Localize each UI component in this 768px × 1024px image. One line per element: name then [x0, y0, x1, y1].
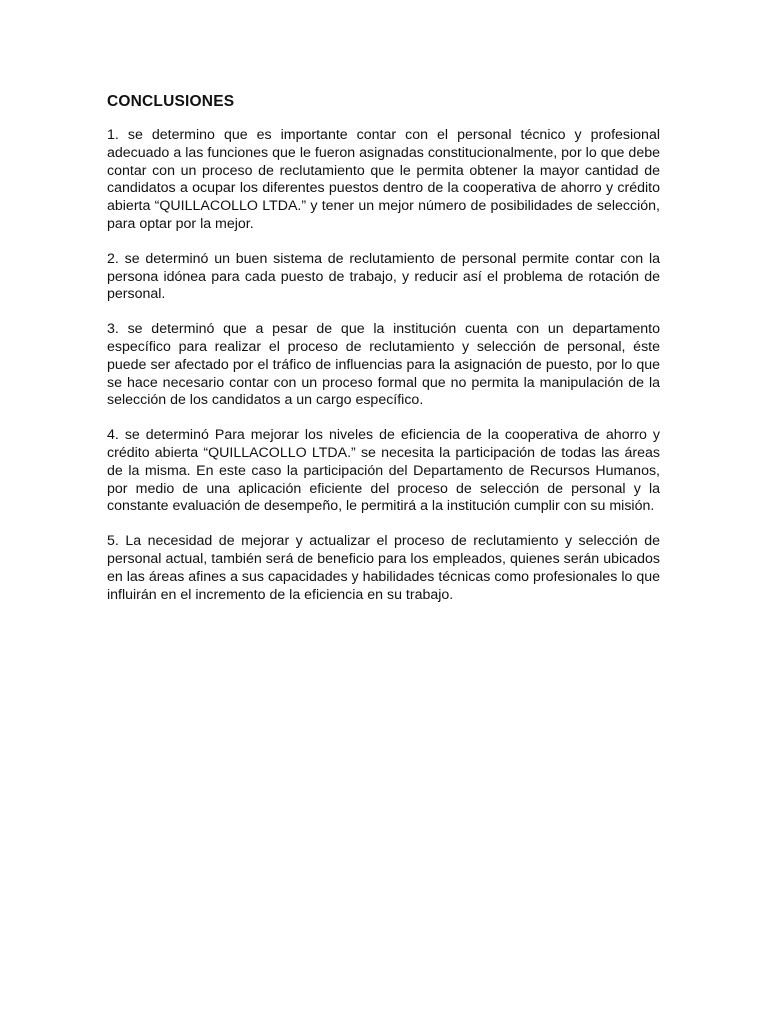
- document-title: CONCLUSIONES: [107, 93, 235, 110]
- conclusion-paragraph-5: 5. La necesidad de mejorar y actualizar el proceso de reclutamiento y selección de personal actual, también será de beneficio para los empleados, quienes serán ubicados en las áreas afines a sus capacidades y habilidades técnicas como profesionales lo que influirán en el incremento de la eficiencia en su trabajo.: [107, 533, 660, 603]
- conclusion-paragraph-4: 4. se determinó Para mejorar los niveles de eficiencia de la cooperativa de ahorro y crédito abierta “QUILLACOLLO LTDA.” se necesita la participación de todas las áreas de la misma. En este caso la participación del Departamento de Recursos Humanos, por medio de una aplicación eficiente del proceso de selección de personal y la constante evaluación de desempeño, le permitirá a la institución cumplir con su misión.: [107, 427, 660, 515]
- conclusion-paragraph-2: 2. se determinó un buen sistema de reclutamiento de personal permite contar con la persona idónea para cada puesto de trabajo, y reducir así el problema de rotación de personal.: [107, 250, 660, 303]
- document-body: [107, 93, 660, 621]
- conclusion-paragraph-1: 1. se determino que es importante contar con el personal técnico y profesional adecuado a las funciones que le fueron asignadas constitucionalmente, por lo que debe contar con un proceso de reclutamiento que le permita obtener la mayor cantidad de candidatos a ocupar los diferentes puestos dentro de la cooperativa de ahorro y crédito abierta “QUILLACOLLO LTDA.” y tener un mejor número de posibilidades de selección, para optar por la mejor.: [107, 127, 660, 232]
- conclusion-paragraph-3: 3. se determinó que a pesar de que la institución cuenta con un departamento específico para realizar el proceso de reclutamiento y selección de personal, éste puede ser afectado por el tráfico de influencias para la asignación de puesto, por lo que se hace necesario contar con un proceso formal que no permita la manipulación de la selección de los candidatos a un cargo específico.: [107, 321, 660, 409]
